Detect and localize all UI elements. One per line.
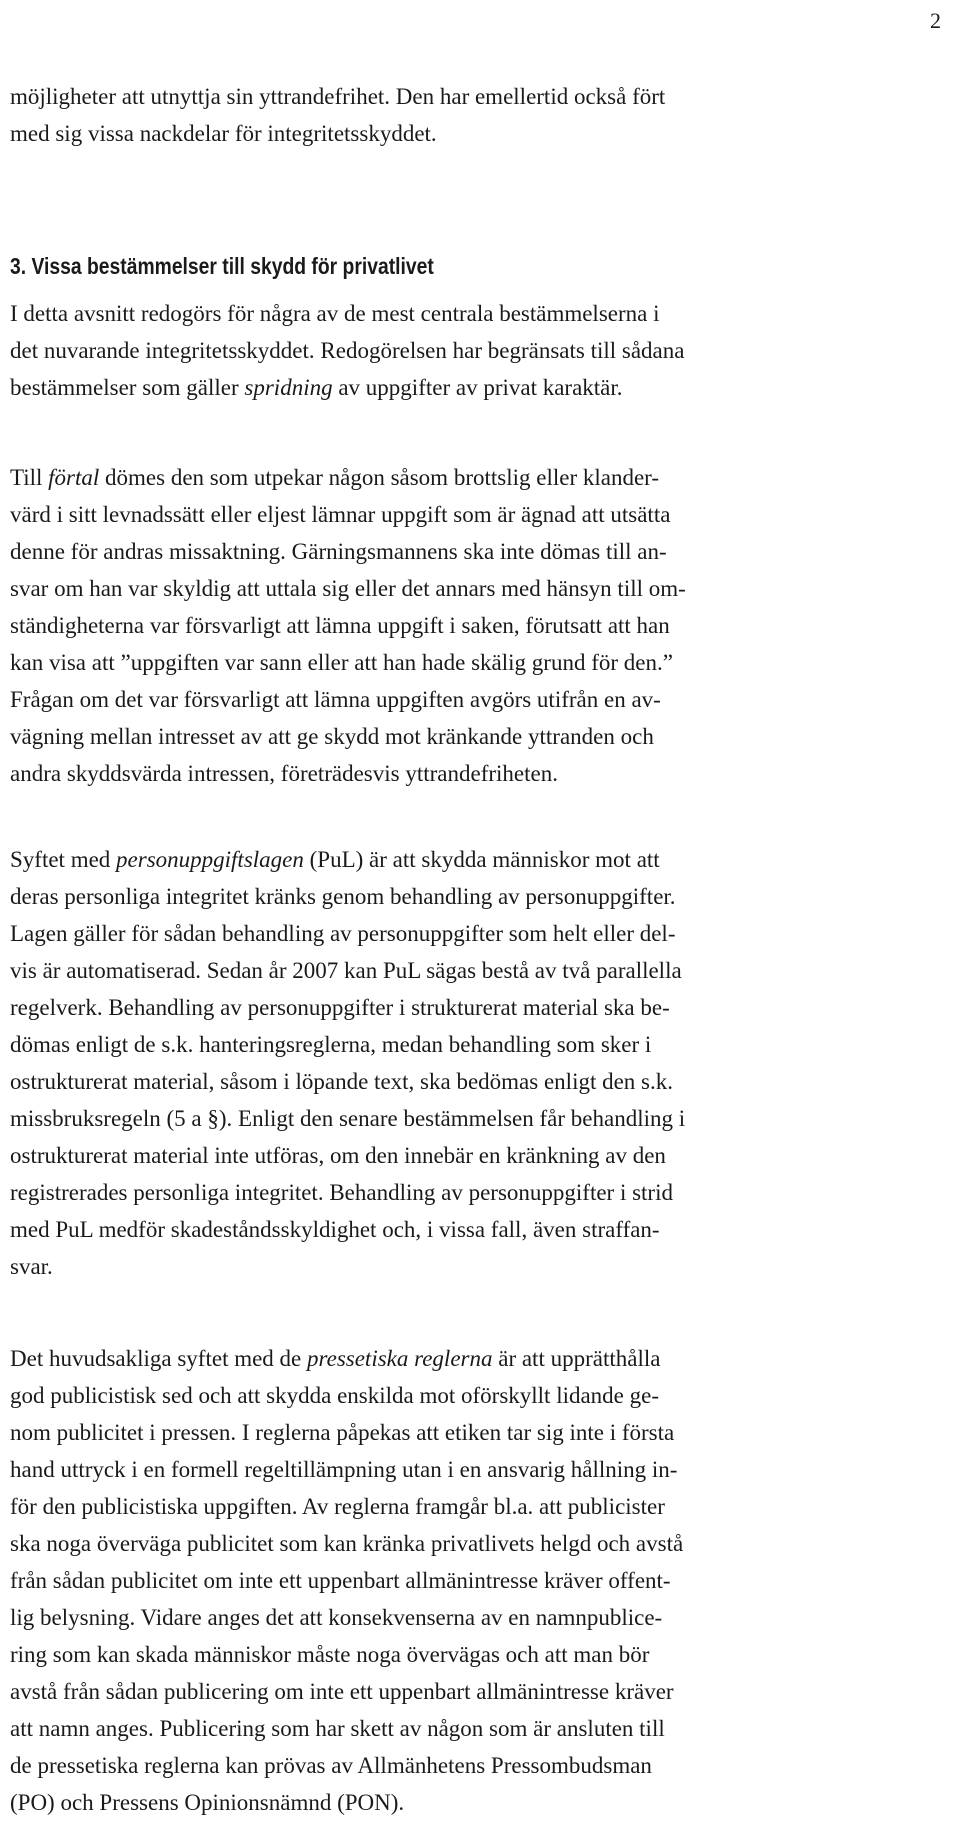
paragraph-line: nom publicitet i pressen. I reglerna påpekas att etiken tar sig inte i första [10,1420,675,1445]
paragraph-pressetiska-reglerna [10,1340,950,1821]
paragraph-line: möjligheter att utnyttja sin yttrandefrihet. Den har emellertid också fört [10,84,666,109]
paragraph-line: lig belysning. Vidare anges det att konsekvenserna av en namnpublice- [10,1605,663,1630]
text-run: bestämmelser som gäller [10,375,245,400]
text-run: Det huvudsakliga syftet med de [10,1346,308,1371]
paragraph-line: dömas enligt de s.k. hanteringsreglerna, medan behandling som sker i [10,1032,652,1057]
text-run: dömes den som utpekar någon såsom brottslig eller klander- [99,465,660,490]
paragraph-line: ostrukturerat material, såsom i löpande text, ska bedömas enligt den s.k. [10,1069,674,1094]
paragraph-line: de pressetiska reglerna kan prövas av Allmänhetens Pressombudsman [10,1753,652,1778]
section-heading: 3. Vissa bestämmelser till skydd för privatlivet [10,253,434,279]
paragraph-line: ring som kan skada människor måste noga övervägas och att man bör [10,1642,650,1667]
paragraph-line: för den publicistiska uppgiften. Av reglerna framgår bl.a. att publicister [10,1494,665,1519]
text-run: (PuL) är att skydda människor mot att [303,847,660,872]
paragraph-line: avstå från sådan publicering om inte ett uppenbart allmänintresse kräver [10,1679,674,1704]
paragraph-line [10,841,950,878]
emphasized-term: pressetiska reglerna [307,1346,493,1371]
paragraph-line [10,369,950,406]
paragraph-fortal [10,459,950,792]
paragraph-line: I detta avsnitt redogörs för några av de mest centrala bestämmelserna i [10,301,660,326]
paragraph-line: regelverk. Behandling av personuppgifter i strukturerat material ska be- [10,995,670,1020]
paragraph-line [10,459,950,496]
paragraph-line: ska noga överväga publicitet som kan kränka privatlivets helgd och avstå [10,1531,684,1556]
paragraph-line: deras personliga integritet kränks genom behandling av personuppgifter. [10,884,676,909]
paragraph-personuppgiftslagen [10,841,950,1285]
paragraph-line: att namn anges. Publicering som har skett av någon som är ansluten till [10,1716,665,1741]
paragraph-line: andra skyddsvärda intressen, företrädesvis yttrandefriheten. [10,761,558,786]
paragraph-line: värd i sitt levnadssätt eller eljest lämnar uppgift som är ägnad att utsätta [10,502,671,527]
paragraph-line: vägning mellan intresset av att ge skydd mot kränkande yttranden och [10,724,654,749]
paragraph-line: registrerades personliga integritet. Behandling av personuppgifter i strid [10,1180,673,1205]
paragraph-line: svar. [10,1254,53,1279]
text-run: är att upprätthålla [492,1346,661,1371]
paragraph-line: ostrukturerat material inte utföras, om den innebär en kränkning av den [10,1143,666,1168]
text-run: Syftet med [10,847,117,872]
emphasized-term: personuppgiftslagen [116,847,304,872]
paragraph-line: med PuL medför skadeståndsskyldighet och, i vissa fall, även straffan- [10,1217,660,1242]
paragraph-line: svar om han var skyldig att uttala sig eller det annars med hänsyn till om- [10,576,686,601]
paragraph-line: med sig vissa nackdelar för integritetsskyddet. [10,121,437,146]
paragraph-line: missbruksregeln (5 a §). Enligt den senare bestämmelsen får behandling i [10,1106,686,1131]
paragraph-line: (PO) och Pressens Opinionsnämnd (PON). [10,1790,405,1815]
paragraph-line: hand uttryck i en formell regeltillämpning utan i en ansvarig hållning in- [10,1457,678,1482]
paragraph-line: Lagen gäller för sådan behandling av personuppgifter som helt eller del- [10,921,676,946]
paragraph-line [10,1340,950,1377]
emphasized-term: spridning [244,375,333,400]
paragraph-line: från sådan publicitet om inte ett uppenbart allmänintresse kräver offent- [10,1568,671,1593]
paragraph-line: god publicistisk sed och att skydda enskilda mot oförskyllt lidande ge- [10,1383,660,1408]
paragraph-line: vis är automatiserad. Sedan år 2007 kan PuL sägas bestå av två parallella [10,958,682,983]
paragraph-line: det nuvarande integritetsskyddet. Redogörelsen har begränsats till sådana [10,338,685,363]
paragraph-line: denne för andras missaktning. Gärningsmannens ska inte dömas till an- [10,539,667,564]
paragraph-overview [10,295,950,406]
paragraph-line: Frågan om det var försvarligt att lämna uppgiften avgörs utifrån en av- [10,687,661,712]
paragraph-line: kan visa att ”uppgiften var sann eller att han hade skälig grund för den.” [10,650,673,675]
text-run: Till [10,465,49,490]
page-number: 2 [930,8,941,33]
paragraph-line: ständigheterna var försvarligt att lämna uppgift i saken, förutsatt att han [10,613,670,638]
text-run: av uppgifter av privat karaktär. [332,375,623,400]
intro-paragraph [10,78,950,152]
emphasized-term: förtal [48,465,100,490]
